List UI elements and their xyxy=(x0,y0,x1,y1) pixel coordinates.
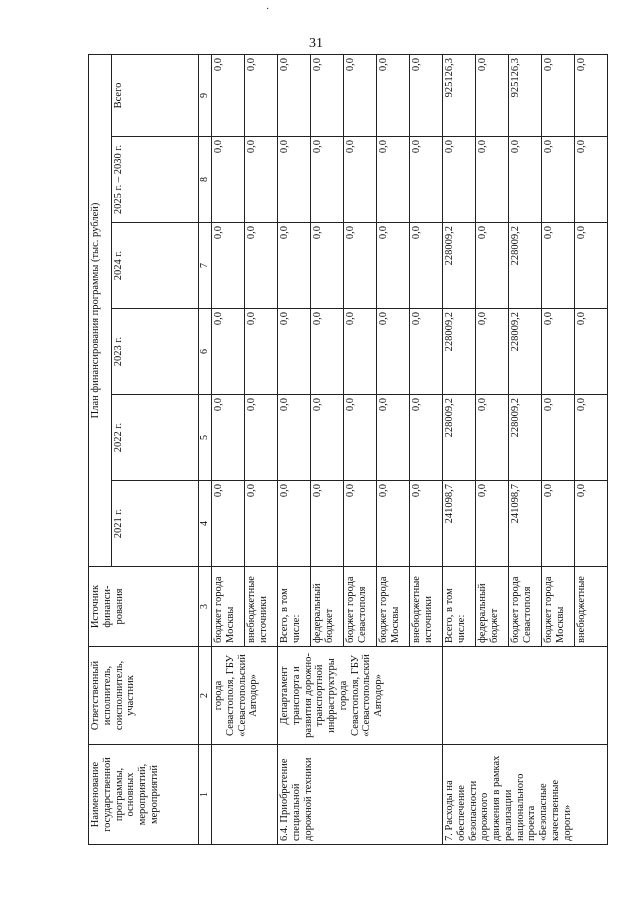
header-year: 2022 г. xyxy=(112,395,199,481)
year-value: 0,0 xyxy=(575,309,608,395)
funding-source: бюджет города Москвы xyxy=(377,567,410,647)
funding-source: внебюджетные источники xyxy=(245,567,278,647)
header-executor: Ответственный исполнитель, соисполнитель, участник xyxy=(89,647,199,745)
year-value: 0,0 xyxy=(212,137,245,223)
year-value: 0,0 xyxy=(344,309,377,395)
year-value: 0,0 xyxy=(278,223,311,309)
year-value: 0,0 xyxy=(476,223,509,309)
funding-source: внебюджетные источники xyxy=(410,567,443,647)
total-value: 925126,3 xyxy=(443,54,476,136)
column-index-row xyxy=(199,54,212,844)
year-value: 0,0 xyxy=(344,481,377,567)
funding-source: федеральный бюджет xyxy=(476,567,509,647)
year-value: 0,0 xyxy=(278,395,311,481)
year-value: 0,0 xyxy=(443,137,476,223)
column-index: 4 xyxy=(199,481,212,567)
total-value: 925126,3 xyxy=(509,54,542,136)
year-value: 0,0 xyxy=(245,481,278,567)
year-value: 0,0 xyxy=(344,395,377,481)
total-value: 0,0 xyxy=(542,54,575,136)
header-name: Наименование государственной программы, основных мероприятий, мероприятий xyxy=(89,745,199,845)
executor: города Севастополя, ГБУ «Севастопольский Автодор» xyxy=(212,647,278,745)
year-value: 0,0 xyxy=(311,137,344,223)
funding-source: Всего, в том числе: xyxy=(278,567,311,647)
year-value: 0,0 xyxy=(377,395,410,481)
year-value: 0,0 xyxy=(212,309,245,395)
funding-source: внебюджетные xyxy=(575,567,608,647)
funding-source: Всего, в том числе: xyxy=(443,567,476,647)
column-index: 7 xyxy=(199,223,212,309)
year-value: 228009,2 xyxy=(509,395,542,481)
funding-source: бюджет города Москвы xyxy=(212,567,245,647)
page-number: 31 xyxy=(309,36,323,51)
column-index: 5 xyxy=(199,395,212,481)
activity-name: 6.4. Приобретение специальной дорожной техники xyxy=(278,745,443,845)
total-value: 0,0 xyxy=(344,54,377,136)
year-value: 0,0 xyxy=(476,395,509,481)
table-body xyxy=(199,54,608,844)
year-value: 0,0 xyxy=(245,137,278,223)
year-value: 228009,2 xyxy=(509,309,542,395)
year-value: 228009,2 xyxy=(443,395,476,481)
year-value: 228009,2 xyxy=(443,223,476,309)
table-row xyxy=(443,54,476,844)
year-value: 0,0 xyxy=(377,137,410,223)
executor xyxy=(443,647,608,745)
year-value: 241098,7 xyxy=(509,481,542,567)
year-value: 0,0 xyxy=(278,137,311,223)
year-value: 0,0 xyxy=(575,223,608,309)
column-index: 8 xyxy=(199,137,212,223)
column-index: 3 xyxy=(199,567,212,647)
column-index: 9 xyxy=(199,54,212,136)
header-year: 2025 г. – 2030 г. xyxy=(112,137,199,223)
table-row xyxy=(212,54,245,844)
funding-source: бюджет города Севастополя xyxy=(344,567,377,647)
total-value: 0,0 xyxy=(245,54,278,136)
year-value: 0,0 xyxy=(542,223,575,309)
year-value: 0,0 xyxy=(509,137,542,223)
year-value: 0,0 xyxy=(542,309,575,395)
header-source: Источник финанси-рования xyxy=(89,567,199,647)
year-value: 0,0 xyxy=(410,137,443,223)
column-index: 6 xyxy=(199,309,212,395)
total-value: 0,0 xyxy=(410,54,443,136)
year-value: 0,0 xyxy=(575,137,608,223)
year-value: 0,0 xyxy=(542,481,575,567)
year-value: 0,0 xyxy=(344,137,377,223)
year-value: 0,0 xyxy=(476,481,509,567)
year-value: 0,0 xyxy=(410,223,443,309)
year-value: 0,0 xyxy=(410,481,443,567)
year-value: 0,0 xyxy=(245,309,278,395)
funding-source: бюджет города Москвы xyxy=(542,567,575,647)
year-value: 241098,7 xyxy=(443,481,476,567)
header-total: Всего xyxy=(112,54,199,136)
financing-plan-table xyxy=(88,54,608,845)
scan-speck: · xyxy=(266,4,270,15)
year-value: 0,0 xyxy=(575,481,608,567)
year-value: 0,0 xyxy=(476,309,509,395)
total-value: 0,0 xyxy=(575,54,608,136)
total-value: 0,0 xyxy=(278,54,311,136)
activity-name xyxy=(212,745,278,845)
column-index: 2 xyxy=(199,647,212,745)
year-value: 0,0 xyxy=(212,395,245,481)
year-value: 0,0 xyxy=(311,481,344,567)
rotated-table-area xyxy=(88,55,620,845)
year-value: 0,0 xyxy=(377,309,410,395)
year-value: 0,0 xyxy=(377,481,410,567)
activity-name: 7. Расходы на обеспечение безопасности дорожного движения в рамках реализации национального проекта «Безопасные качественные дороги» xyxy=(443,745,608,845)
header-plan: План финансирования программы (тыс. рублей) xyxy=(89,54,112,566)
year-value: 0,0 xyxy=(245,395,278,481)
total-value: 0,0 xyxy=(311,54,344,136)
year-value: 228009,2 xyxy=(509,223,542,309)
year-value: 228009,2 xyxy=(443,309,476,395)
year-value: 0,0 xyxy=(311,223,344,309)
year-value: 0,0 xyxy=(311,309,344,395)
funding-source: бюджет города Севастополя xyxy=(509,567,542,647)
year-value: 0,0 xyxy=(278,481,311,567)
header-year: 2021 г. xyxy=(112,481,199,567)
year-value: 0,0 xyxy=(410,395,443,481)
year-value: 0,0 xyxy=(542,137,575,223)
year-value: 0,0 xyxy=(344,223,377,309)
total-value: 0,0 xyxy=(212,54,245,136)
year-value: 0,0 xyxy=(278,309,311,395)
year-value: 0,0 xyxy=(377,223,410,309)
year-value: 0,0 xyxy=(311,395,344,481)
header-year: 2024 г. xyxy=(112,223,199,309)
year-value: 0,0 xyxy=(575,395,608,481)
header-year: 2023 г. xyxy=(112,309,199,395)
executor: Департамент транспорта и развития дорожно-транспортной инфраструктуры города Севастополя, ГБУ «Севастопольский Автодор» xyxy=(278,647,443,745)
total-value: 0,0 xyxy=(377,54,410,136)
table-row xyxy=(278,54,311,844)
funding-source: федеральный бюджет xyxy=(311,567,344,647)
total-value: 0,0 xyxy=(476,54,509,136)
year-value: 0,0 xyxy=(476,137,509,223)
year-value: 0,0 xyxy=(212,223,245,309)
rotated-page-content xyxy=(88,55,620,845)
year-value: 0,0 xyxy=(410,309,443,395)
column-index: 1 xyxy=(199,745,212,845)
year-value: 0,0 xyxy=(542,395,575,481)
year-value: 0,0 xyxy=(212,481,245,567)
year-value: 0,0 xyxy=(245,223,278,309)
